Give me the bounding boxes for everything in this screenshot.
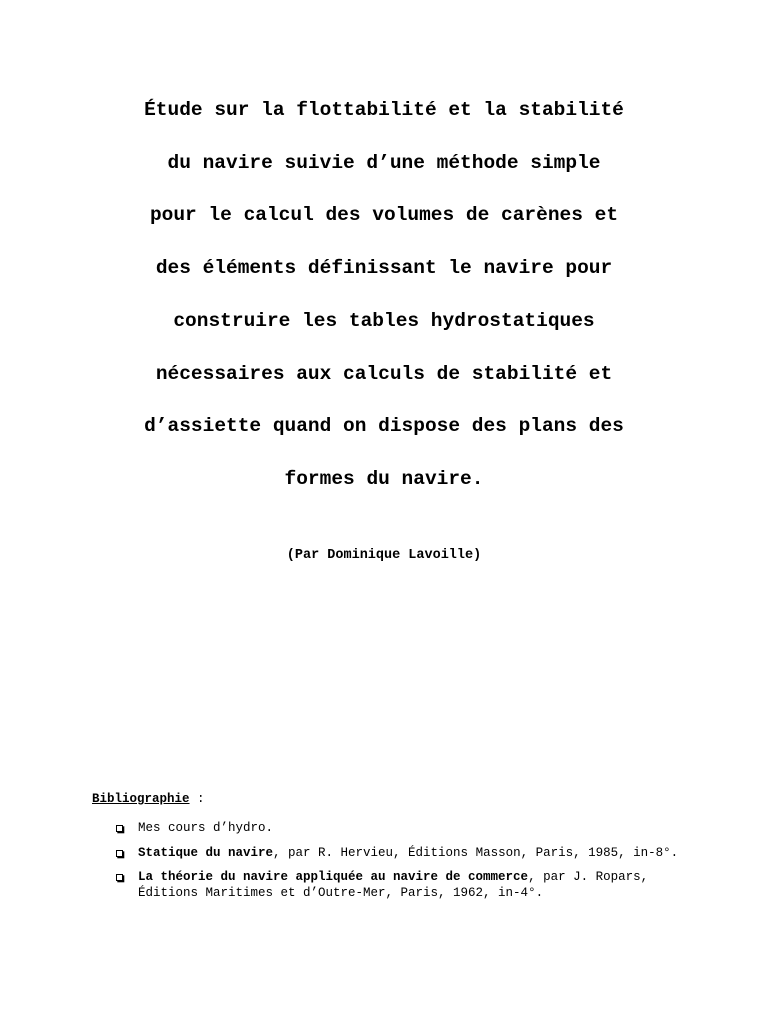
title-line: construire les tables hydrostatiques: [173, 309, 595, 332]
bibliography-item: [116, 870, 692, 901]
bibliography-list: [92, 821, 692, 901]
author-line: (Par Dominique Lavoille): [286, 548, 482, 563]
bibliography-section: [92, 790, 692, 910]
title-line: pour le calcul des volumes de carènes et: [149, 204, 619, 227]
title-line: d’assiette quand on dispose des plans des: [144, 415, 624, 438]
bibliography-heading: [92, 790, 692, 808]
title-line: nécessaires aux calculs de stabilité et: [155, 362, 613, 385]
bibliography-item-text: , par R. Hervieu, Éditions Masson, Paris, 1985, in-8°.: [273, 845, 679, 860]
square-bullet-icon: [116, 825, 123, 832]
bibliography-item: [116, 846, 692, 862]
square-bullet-icon: [116, 850, 123, 857]
bibliography-item-text: Mes cours d’hydro.: [138, 821, 274, 835]
title-line: formes du navire.: [284, 467, 484, 490]
bibliography-heading-colon: :: [189, 792, 205, 806]
title-line: des éléments définissant le navire pour: [155, 257, 613, 280]
title-line: Étude sur la flottabilité et la stabilité: [144, 99, 624, 121]
document-title: [60, 84, 708, 506]
bibliography-heading-label: Bibliographie: [92, 792, 190, 806]
bibliography-item-title: La théorie du navire appliquée au navire de commerce: [138, 870, 529, 884]
bibliography-item-text: , par J. Ropars, Éditions Maritimes et d’Outre-Mer, Paris, 1962, in-4°.: [138, 870, 649, 900]
title-line: du navire suivie d’une méthode simple: [167, 151, 601, 174]
bibliography-item: [116, 821, 692, 837]
bibliography-item-title: Statique du navire: [138, 845, 274, 860]
square-bullet-icon: [116, 874, 123, 881]
